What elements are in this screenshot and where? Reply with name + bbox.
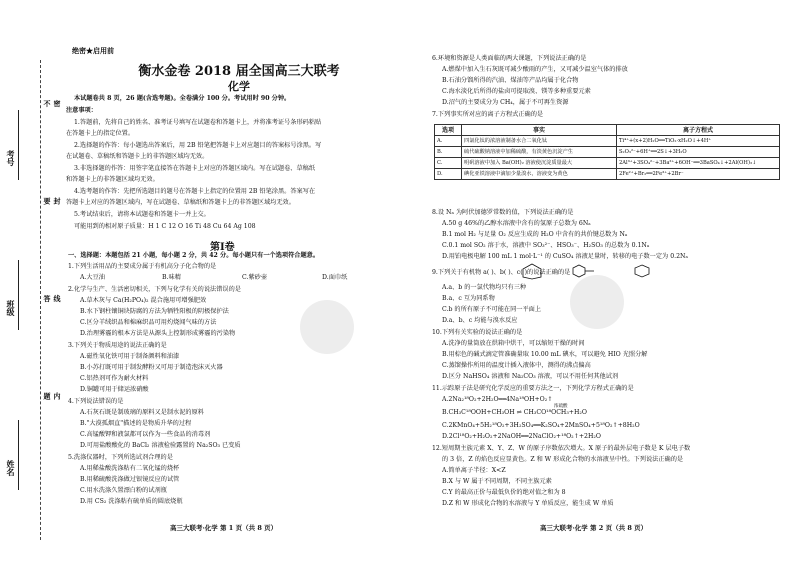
- q11-option-c: C.2KMnO₄+5H₂¹⁸O₂+3H₂SO₄══K₂SO₄+2MnSO₄+5¹⁸O₂↑+8H₂O: [442, 422, 640, 429]
- q5-option-d: D.用 CS₂ 洗涤粘有硫单质的圆底烧瓶: [80, 498, 183, 505]
- notice-1a: 1.答题前，先将自己的姓名、准考证号填写在试题卷和答题卡上，并将准考证号条形码粘贴: [74, 119, 322, 126]
- q11-option-a: A.2Na₂¹⁸O₂+2H₂O══4Na¹⁸OH+O₂↑: [442, 396, 553, 403]
- q5-option-c: C.用水洗涤久置漂白粉的试剂瓶: [80, 487, 167, 494]
- q4-option-c: C.高锰酸钾和液氯都可以作为一些食品的消毒剂: [80, 431, 211, 438]
- q10-option-c: C.蒸馏操作所用的温度计插入液体中，测得的沸点偏高: [442, 362, 591, 369]
- q6-option-c: C.海水淡化后所得的盐卤可提取溴、镁等多种重要元素: [442, 88, 591, 95]
- table-cell: D.: [435, 169, 462, 180]
- q4-option-d: D.可用盐酸酸化的 BaCl₂ 溶液检验露置的 Na₂SO₃ 已变质: [80, 442, 241, 449]
- q1-option-b: B.味精: [162, 274, 181, 281]
- q9-option-c: C.b 的所有原子不可能在同一平面上: [442, 306, 542, 313]
- q10-option-d: D.区分 NaHSO₄ 溶液和 Na₂CO₃ 溶液，可以不用任何其他试剂: [442, 373, 619, 380]
- notice-heading: 注意事项：: [66, 107, 97, 114]
- notice-4b: 答题卡上对应的答题区域内，写在试题卷、草稿纸和答题卡上的非答题区域均无效。: [66, 199, 295, 206]
- q8-option-d: D.用铂电极电解 100 mL 1 mol·L⁻¹ 的 CuSO₄ 溶液足量时，转移的电子数一定为 0.2Nₐ: [442, 253, 688, 260]
- q9-option-a: A.a、b 的一氯代物均只有三种: [442, 284, 527, 291]
- atomic-masses: 可能用到的相对原子质量：H 1 C 12 O 16 Ti 48 Cu 64 Ag 108: [74, 223, 256, 230]
- subject-title: 化学: [228, 80, 250, 93]
- part-1-heading: 第Ⅰ卷: [210, 242, 235, 253]
- table-header-cell: 事实: [462, 125, 617, 136]
- q3-option-b: B.小苏打既可用于制发酵粉又可用于制造泡沫灭火器: [80, 364, 223, 371]
- q2-stem: 2.化学与生产、生活密切相关，下列与化学有关的说法错误的是: [68, 286, 241, 293]
- q4-option-b: B."大漠孤烟直"描述的是物质升华的过程: [80, 420, 192, 427]
- q6-stem: 6.环境和资源是人类面临的两大课题，下列说法正确的是: [432, 55, 587, 62]
- q8-option-c: C.0.1 mol SO₂ 溶于水，溶液中 SO₃²⁻、HSO₃⁻、H₂SO₃ 的总数为 0.1Nₐ: [442, 242, 650, 249]
- q2-option-c: C.区分羊绒织品和棉麻织品可用灼烧闻气味的方法: [80, 319, 217, 326]
- q2-option-a: A.草木灰与 Ca(H₂PO₄)₂ 混合施用可增强肥效: [80, 297, 207, 304]
- secret-label: 绝密★启用前: [72, 46, 114, 55]
- q1-option-a: A.大豆油: [80, 274, 105, 281]
- exam-info: 本试题卷共 8 页，26 题(含选考题)。全卷满分 100 分。考试用时 90 分钟。: [74, 95, 291, 102]
- molecule-b-structure: [572, 264, 606, 278]
- page-1-column: [62, 0, 404, 561]
- page-1-footer: 高三大联考·化学 第 1 页（共 8 页）: [170, 524, 278, 532]
- q11-option-d: D.2Cl¹⁸O₂+H₂O₂+2NaOH══2NaClO₂+¹⁸O₂↑+2H₂O: [442, 433, 601, 440]
- table-cell: A.: [435, 136, 462, 147]
- binding-sidebar: [0, 0, 62, 561]
- exam-no-label: 考号: [6, 150, 16, 166]
- seal-line: [40, 60, 41, 540]
- notice-3a: 3.非选择题的作答：用签字笔直接答在答题卡上对应的答题区域内。写在试题卷、草稿纸: [74, 165, 316, 172]
- q10-stem: 10.下列有关实验的说法正确的是: [432, 329, 523, 336]
- class-field[interactable]: [18, 260, 19, 330]
- notice-2b: 在试题卷、草稿纸和答题卡上的非答题区域均无效。: [66, 153, 209, 160]
- q9-option-d: D.a、b、c 均能与溴水反应: [442, 317, 518, 324]
- table-cell: C.: [435, 158, 462, 169]
- table-cell: Ti⁴⁺+(x+2)H₂O══TiO₂·xH₂O↓+4H⁺: [617, 136, 780, 147]
- table-header-cell: 离子方程式: [617, 125, 780, 136]
- page-2-column-lower: [432, 0, 782, 561]
- notice-5: 5.考试结束后，请将本试题卷和答题卡一并上交。: [74, 211, 210, 218]
- notice-2a: 2.选择题的作答：每小题选出答案后，用 2B 铅笔把答题卡上对应题目的答案标号涂黑。写: [74, 142, 322, 149]
- q12-option-c: C.Y 的最高正价与最低负价的绝对值之和为 8: [442, 489, 566, 496]
- notice-4a: 4.选考题的作答：先把所选题目的题号在答题卡上指定的位置用 2B 铅笔涂黑。答案写在: [74, 188, 316, 195]
- q3-option-a: A.磁性氧化铁可用于制备颜料和油漆: [80, 353, 180, 360]
- table-cell: 2Fe²⁺+Br₂══2Fe³⁺+2Br⁻: [617, 169, 780, 180]
- q11-option-b: B.CH₃C¹⁸OOH+CH₃OH ⇌ CH₃CO¹⁸OCH₃+H₂O: [442, 409, 587, 416]
- q5-stem: 5.洗涤仪器时，下列所选试剂合理的是: [68, 454, 173, 461]
- q12-option-b: B.X 与 W 属于不同周期，不同主族元素: [442, 478, 552, 485]
- q12-stem: 12.短周期主族元素 X、Y、Z、W 的原子序数依次增大。X 原子的最外层电子数是 K 层电子数: [432, 445, 691, 452]
- table-cell: 2Al³⁺+3SO₄²⁻+3Ba²⁺+6OH⁻══3BaSO₄↓+2Al(OH)₃↓: [617, 158, 780, 169]
- q5-option-a: A.用稀盐酸洗涤粘有二氧化锰的烧杯: [80, 465, 180, 472]
- molecule-a-structure: [520, 262, 544, 280]
- q8-option-b: B.1 mol H₂ 与足量 O₂ 反应生成的 H₂O 中含有的共价键总数为 Nₐ: [442, 231, 628, 238]
- section-1-heading: 一、选择题：本题包括 21 小题，每小题 2 分，共 42 分。每小题只有一个选项符合题意。: [68, 252, 320, 259]
- reaction-condition: 浓硫酸: [554, 404, 568, 409]
- table-cell: 碘化亚铁溶液中滴加少量溴水，溶液变为黄色: [462, 169, 617, 180]
- page-2-footer: 高三大联考·化学 第 2 页（共 8 页）: [540, 524, 648, 532]
- table-header-cell: 选项: [435, 125, 462, 136]
- q3-stem: 3.下列关于物质用途的说法正确的是: [68, 342, 167, 349]
- q7-stem: 7.下列事实所对应的离子方程式正确的是: [432, 111, 544, 118]
- q2-option-b: B.水下钢柱镶铜块防腐的方法为牺牲阳极的阴极保护法: [80, 308, 229, 315]
- q10-option-b: B.用棕色的碱式滴定管准确量取 10.00 mL 碘水，可以避免 HIO 光照分解: [442, 351, 648, 358]
- notice-1b: 在答题卡上的指定位置。: [66, 130, 135, 137]
- notice-3b: 和答题卡上的非答题区域均无效。: [66, 176, 159, 183]
- q4-stem: 4.下列说法错误的是: [68, 398, 124, 405]
- exam-title: 衡水金卷 2018 届全国高三大联考: [138, 64, 340, 79]
- q5-option-b: B.用稀硫酸洗涤做过银镜反应的试管: [80, 476, 180, 483]
- seal-text: 密 封 线 内 不 要 答 题: [43, 100, 62, 444]
- table-cell: B.: [435, 147, 462, 158]
- table-cell: 明矾溶液中加入 Ba(OH)₂ 溶液使沉淀质量最大: [462, 158, 617, 169]
- q1-option-d: D.面巾纸: [322, 274, 348, 281]
- name-field[interactable]: [18, 420, 19, 490]
- table-cell: 四氯化钛的浓溶液制备水合二氧化钛: [462, 136, 617, 147]
- q12-option-a: A.简单离子半径：X<Z: [442, 467, 506, 474]
- q4-option-a: A.石灰石既是制玻璃的原料又是制水泥的原料: [80, 409, 204, 416]
- table-cell: S₂O₃²⁻+6H⁺══2S↓+3H₂O: [617, 147, 780, 158]
- q6-option-b: B.石油分馏所得的汽油、煤油等产品均属于化合物: [442, 77, 579, 84]
- q9-option-b: B.a、c 互为同系物: [442, 295, 495, 302]
- q8-stem: 8.设 Nₐ 为阿伏加德罗常数的值，下列说法正确的是: [432, 209, 574, 216]
- q6-option-d: D.沼气的主要成分为 CH₄，属于不可再生资源: [442, 99, 569, 106]
- q8-option-a: A.50 g 46%的乙醇水溶液中含有的氢原子总数为 6Nₐ: [442, 220, 591, 227]
- q9-stem: 9.下列关于有机物 a( )、b( )、c( )的说法正确的是: [432, 269, 571, 276]
- class-label: 班级: [6, 300, 16, 316]
- q3-option-c: C.铝热剂可作为耐火材料: [80, 375, 149, 382]
- q1-option-c: C.紫砂壶: [242, 274, 268, 281]
- q12-option-d: D.Z 和 W 形成化合物的水溶液与 Y 单质反应，能生成 W 单质: [442, 500, 614, 507]
- q6-option-a: A.燃煤中加入生石灰既可减少酸雨的产生，又可减少温室气体的排放: [442, 66, 628, 73]
- q11-stem: 11.示踪原子法是研究化学反应的重要方法之一，下列化学方程式正确的是: [432, 385, 634, 392]
- q3-option-d: D.铜罐可用于储运浓硝酸: [80, 386, 149, 393]
- q1-stem: 1.下列生活用品的主要成分属于有机高分子化合物的是: [68, 263, 217, 270]
- q2-option-d: D.治理雾霾的根本方法是从源头上控制形成雾霾的污染物: [80, 330, 236, 337]
- exam-no-field[interactable]: [18, 110, 19, 180]
- q12-stem-continued: 的 3 倍，Z 的焰色反应显黄色。Z 和 W 形成化合物的水溶液呈中性。下列说法正确的是: [442, 456, 684, 463]
- name-label: 姓名: [6, 460, 16, 476]
- table-cell: 硫代硫酸钠溶液中加稀硫酸，有淡黄色沉淀产生: [462, 147, 617, 158]
- molecule-c-structure: [628, 264, 658, 278]
- q10-option-a: A.洗净的量筒放在烘箱中烘干，可以缩短干燥的时间: [442, 340, 585, 347]
